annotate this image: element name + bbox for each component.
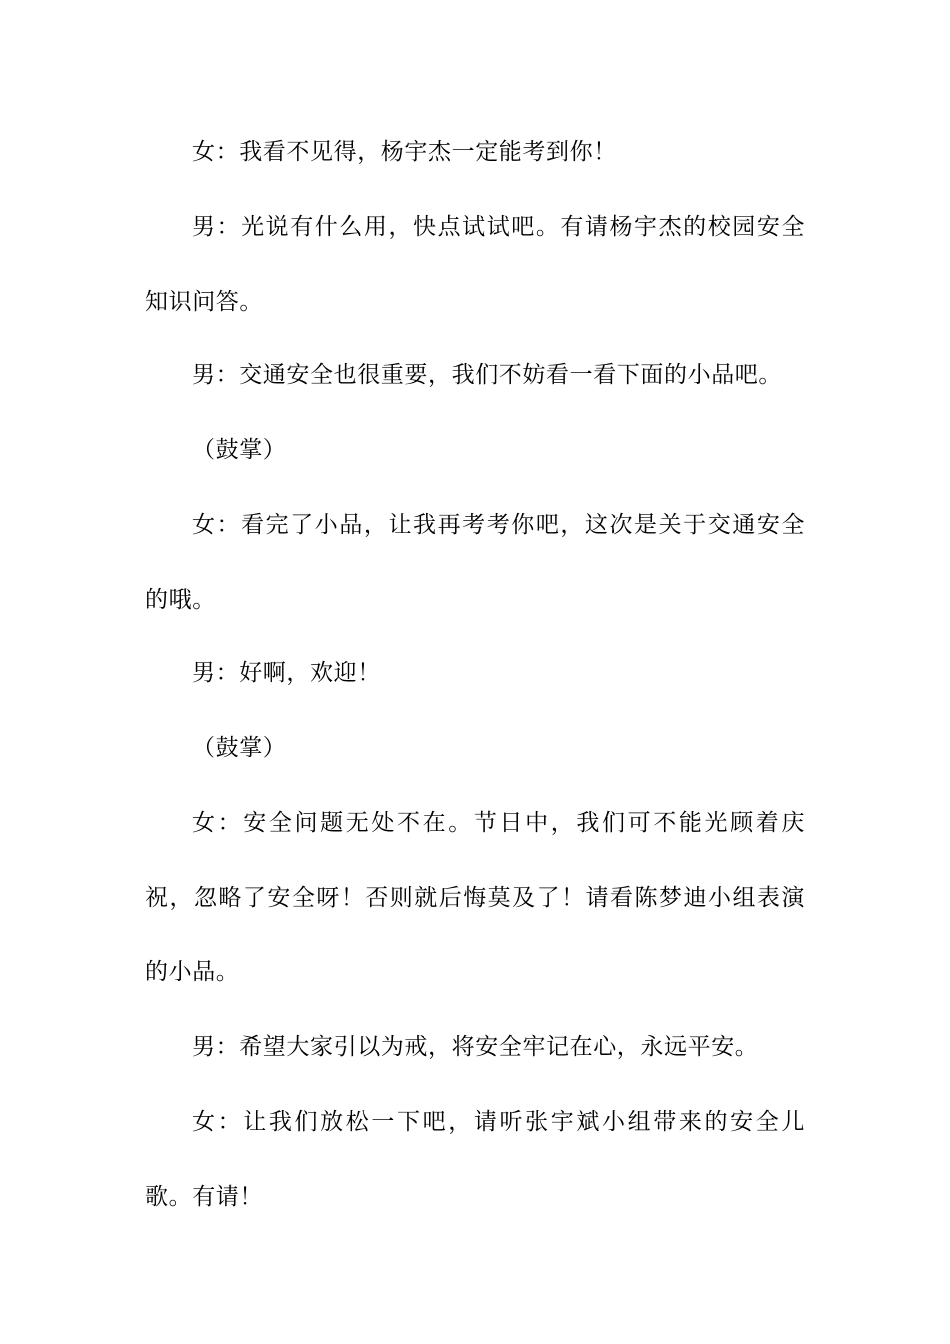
- paragraph-10: 女：让我们放松一下吧，请听张宇斌小组带来的安全儿歌。有请！: [145, 1109, 805, 1210]
- paragraph-7: （鼓掌）: [192, 735, 287, 761]
- paragraph-1: 女：我看不见得，杨宇杰一定能考到你！: [192, 139, 617, 165]
- paragraph-4: （鼓掌）: [192, 437, 287, 463]
- paragraph-6: 男：好啊，欢迎！: [192, 660, 381, 686]
- paragraph-8: 女：安全问题无处不在。节日中，我们可不能光顾着庆祝，忽略了安全呀！否则就后悔莫及了！请看陈梦迪小组表演的小品。: [145, 810, 805, 985]
- paragraph-2: 男：光说有什么用，快点试试吧。有请杨宇杰的校园安全知识问答。: [145, 214, 805, 315]
- paragraph-5: 女：看完了小品，让我再考考你吧，这次是关于交通安全的哦。: [145, 512, 805, 613]
- paragraph-3: 男：交通安全也很重要，我们不妨看一看下面的小品吧。: [192, 362, 782, 388]
- paragraph-9: 男：希望大家引以为戒，将安全牢记在心，永远平安。: [192, 1034, 759, 1060]
